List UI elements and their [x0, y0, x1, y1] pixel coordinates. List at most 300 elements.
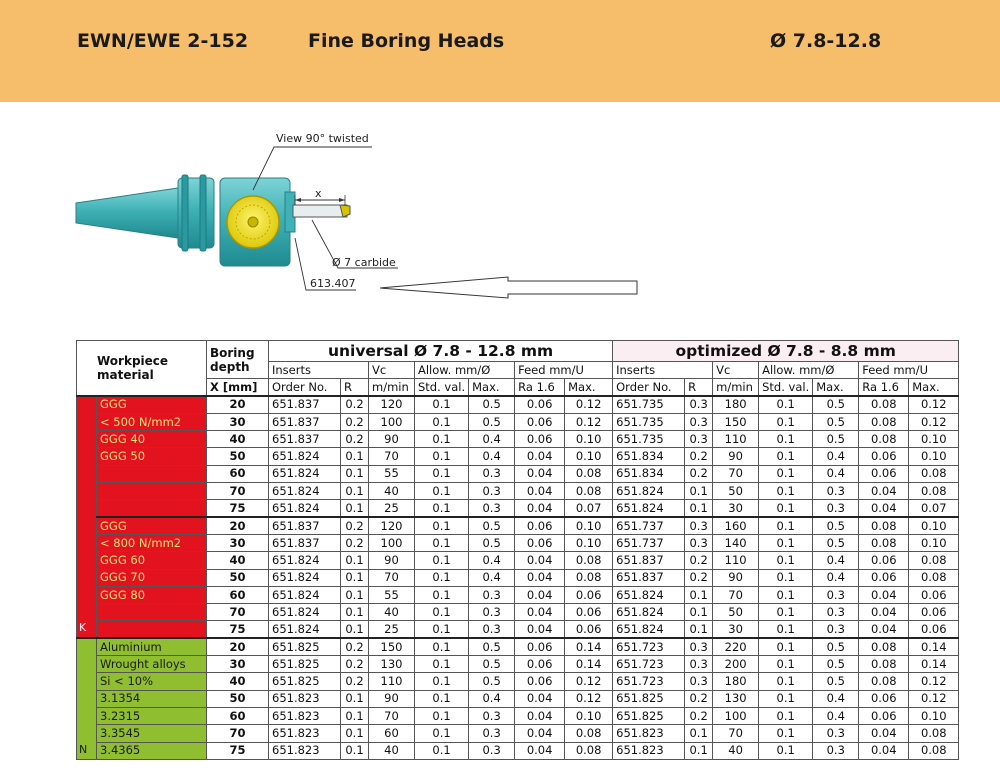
order-no-cell: 651.825 [613, 707, 685, 724]
value-cell: 0.08 [909, 742, 959, 759]
value-cell: 120 [369, 396, 415, 413]
value-cell: 70 [369, 569, 415, 586]
value-cell: 0.08 [909, 465, 959, 482]
value-cell: 0.1 [759, 448, 813, 465]
boring-depth-cell: 60 [207, 707, 269, 724]
value-cell: 0.06 [515, 638, 565, 655]
value-cell: 0.08 [565, 742, 613, 759]
part-number-label: 613.407 [310, 277, 356, 290]
value-cell: 0.5 [469, 656, 515, 673]
value-cell: 0.1 [341, 586, 369, 603]
boring-depth-cell: 50 [207, 690, 269, 707]
material-label: GGG 80 [97, 586, 207, 603]
product-code: EWN/EWE 2-152 [77, 30, 249, 52]
value-cell: 0.1 [415, 413, 469, 430]
universal-header: universal Ø 7.8 - 12.8 mm [269, 341, 613, 362]
value-cell: 0.1 [685, 725, 713, 742]
value-cell: 0.5 [469, 534, 515, 551]
table-row [77, 621, 959, 638]
value-cell: 0.04 [859, 604, 909, 621]
value-cell: 0.1 [759, 396, 813, 413]
value-cell: 90 [713, 448, 759, 465]
value-cell: 30 [713, 621, 759, 638]
value-cell: 60 [369, 725, 415, 742]
value-cell: 0.1 [759, 725, 813, 742]
value-cell: 0.1 [415, 483, 469, 500]
value-cell: 0.08 [909, 483, 959, 500]
vc-header: Vc [369, 362, 415, 379]
value-cell: 0.3 [469, 725, 515, 742]
material-label: Aluminium [97, 638, 207, 655]
value-cell: 40 [369, 483, 415, 500]
boring-depth-cell: 75 [207, 621, 269, 638]
value-cell: 0.4 [813, 465, 859, 482]
material-label [97, 483, 207, 500]
value-cell: 0.06 [859, 707, 909, 724]
boring-depth-cell: 75 [207, 742, 269, 759]
value-cell: 0.3 [469, 586, 515, 603]
order-no-cell: 651.824 [613, 586, 685, 603]
value-cell: 0.1 [415, 569, 469, 586]
table-row [77, 725, 959, 742]
table-row [77, 638, 959, 655]
value-cell: 0.1 [759, 569, 813, 586]
max-header-opt: Max. [813, 379, 859, 396]
material-label: 3.1354 [97, 690, 207, 707]
material-label: GGG 70 [97, 569, 207, 586]
value-cell: 0.3 [813, 621, 859, 638]
value-cell: 0.4 [813, 707, 859, 724]
material-group-code: N [77, 638, 97, 759]
material-label: 3.3545 [97, 725, 207, 742]
value-cell: 0.4 [813, 690, 859, 707]
inserts-header-opt: Inserts [613, 362, 713, 379]
allowance-header: Allow. mm/Ø [415, 362, 515, 379]
value-cell: 0.1 [415, 656, 469, 673]
value-cell: 0.5 [813, 534, 859, 551]
value-cell: 220 [713, 638, 759, 655]
order-no-cell: 651.825 [269, 638, 341, 655]
value-cell: 0.5 [813, 656, 859, 673]
table-row [77, 690, 959, 707]
value-cell: 0.1 [341, 621, 369, 638]
value-cell: 0.1 [415, 552, 469, 569]
value-cell: 0.1 [415, 586, 469, 603]
value-cell: 0.4 [469, 552, 515, 569]
value-cell: 100 [369, 534, 415, 551]
value-cell: 0.04 [859, 621, 909, 638]
value-cell: 0.1 [341, 483, 369, 500]
value-cell: 0.06 [515, 656, 565, 673]
value-cell: 100 [713, 707, 759, 724]
header-band [0, 0, 1000, 102]
value-cell: 0.3 [469, 621, 515, 638]
boring-head-drawing [60, 120, 660, 310]
value-cell: 0.06 [909, 586, 959, 603]
value-cell: 140 [713, 534, 759, 551]
table-row [77, 742, 959, 759]
boring-depth-cell: 20 [207, 396, 269, 413]
value-cell: 0.3 [685, 396, 713, 413]
value-cell: 0.5 [469, 413, 515, 430]
value-cell: 40 [369, 604, 415, 621]
value-cell: 0.1 [415, 534, 469, 551]
order-no-header-opt: Order No. [613, 379, 685, 396]
page-title: Fine Boring Heads [308, 30, 505, 52]
value-cell: 0.2 [685, 552, 713, 569]
value-cell: 0.06 [565, 621, 613, 638]
value-cell: 0.14 [909, 656, 959, 673]
value-cell: 70 [369, 448, 415, 465]
value-cell: 0.06 [859, 552, 909, 569]
value-cell: 150 [713, 413, 759, 430]
value-cell: 0.3 [469, 465, 515, 482]
value-cell: 0.10 [565, 707, 613, 724]
boring-depth-cell: 60 [207, 586, 269, 603]
value-cell: 0.4 [469, 431, 515, 448]
value-cell: 0.1 [415, 690, 469, 707]
value-cell: 0.04 [859, 586, 909, 603]
value-cell: 0.1 [685, 604, 713, 621]
value-cell: 0.3 [685, 656, 713, 673]
value-cell: 0.1 [759, 431, 813, 448]
boring-depth-cell: 20 [207, 517, 269, 534]
boring-depth-cell: 40 [207, 673, 269, 690]
order-no-cell: 651.823 [269, 690, 341, 707]
value-cell: 0.12 [565, 690, 613, 707]
order-no-cell: 651.825 [269, 673, 341, 690]
order-no-cell: 651.824 [613, 604, 685, 621]
boring-depth-cell: 60 [207, 465, 269, 482]
table-row [77, 413, 959, 430]
order-no-cell: 651.735 [613, 396, 685, 413]
workpiece-header: Workpiece material [77, 341, 207, 397]
value-cell: 90 [369, 552, 415, 569]
order-no-cell: 651.737 [613, 534, 685, 551]
value-cell: 0.06 [909, 621, 959, 638]
table-header-row-1 [77, 341, 959, 362]
table-row [77, 552, 959, 569]
value-cell: 0.5 [813, 413, 859, 430]
value-cell: 0.06 [909, 604, 959, 621]
value-cell: 0.10 [909, 448, 959, 465]
value-cell: 40 [369, 742, 415, 759]
value-cell: 0.3 [469, 604, 515, 621]
value-cell: 0.4 [813, 569, 859, 586]
value-cell: 50 [713, 604, 759, 621]
value-cell: 0.1 [759, 483, 813, 500]
view-label: View 90° twisted [276, 132, 369, 145]
inserts-header: Inserts [269, 362, 369, 379]
order-no-cell: 651.823 [613, 725, 685, 742]
order-no-cell: 651.824 [613, 621, 685, 638]
value-cell: 70 [713, 586, 759, 603]
order-no-cell: 651.824 [269, 552, 341, 569]
taper-shank [76, 188, 178, 238]
value-cell: 0.08 [859, 673, 909, 690]
value-cell: 0.1 [759, 690, 813, 707]
material-label: Si < 10% [97, 673, 207, 690]
value-cell: 0.1 [685, 586, 713, 603]
order-no-cell: 651.723 [613, 673, 685, 690]
value-cell: 0.12 [909, 396, 959, 413]
table-row [77, 483, 959, 500]
order-no-cell: 651.824 [269, 448, 341, 465]
value-cell: 0.06 [515, 396, 565, 413]
value-cell: 0.1 [759, 552, 813, 569]
value-cell: 0.4 [813, 552, 859, 569]
value-cell: 0.08 [565, 483, 613, 500]
value-cell: 0.12 [565, 396, 613, 413]
value-cell: 0.5 [469, 638, 515, 655]
r-header: R [341, 379, 369, 396]
value-cell: 0.04 [859, 500, 909, 517]
boring-depth-cell: 20 [207, 638, 269, 655]
value-cell: 0.4 [469, 448, 515, 465]
table-row [77, 448, 959, 465]
value-cell: 0.1 [759, 500, 813, 517]
value-cell: 0.1 [415, 673, 469, 690]
value-cell: 0.14 [909, 638, 959, 655]
order-no-cell: 651.824 [269, 500, 341, 517]
value-cell: 0.1 [759, 465, 813, 482]
value-cell: 90 [369, 690, 415, 707]
table-row [77, 569, 959, 586]
table-row [77, 673, 959, 690]
value-cell: 0.1 [759, 656, 813, 673]
material-label [97, 465, 207, 482]
value-cell: 90 [713, 569, 759, 586]
value-cell: 0.12 [909, 690, 959, 707]
value-cell: 0.1 [415, 517, 469, 534]
order-no-cell: 651.834 [613, 448, 685, 465]
value-cell: 110 [713, 552, 759, 569]
value-cell: 0.1 [341, 569, 369, 586]
material-label [97, 604, 207, 621]
value-cell: 0.06 [515, 673, 565, 690]
order-no-cell: 651.823 [269, 742, 341, 759]
value-cell: 0.1 [341, 725, 369, 742]
value-cell: 0.04 [515, 448, 565, 465]
value-cell: 0.1 [415, 500, 469, 517]
table-header-row-3 [77, 379, 959, 396]
table-row [77, 656, 959, 673]
table-row [77, 604, 959, 621]
value-cell: 0.07 [565, 500, 613, 517]
value-cell: 0.1 [341, 500, 369, 517]
order-no-cell: 651.824 [613, 483, 685, 500]
order-no-cell: 651.735 [613, 413, 685, 430]
order-no-cell: 651.824 [269, 586, 341, 603]
value-cell: 0.5 [469, 517, 515, 534]
boring-bar [293, 205, 347, 217]
value-cell: 0.1 [759, 673, 813, 690]
value-cell: 0.1 [341, 707, 369, 724]
material-label: < 500 N/mm2 [97, 413, 207, 430]
order-no-cell: 651.823 [269, 707, 341, 724]
dimension-x-label: x [315, 187, 322, 200]
value-cell: 0.1 [759, 742, 813, 759]
value-cell: 0.4 [813, 448, 859, 465]
value-cell: 0.2 [341, 413, 369, 430]
cutting-data-table [76, 340, 959, 760]
value-cell: 0.3 [813, 586, 859, 603]
order-no-header: Order No. [269, 379, 341, 396]
value-cell: 0.3 [813, 742, 859, 759]
value-cell: 0.08 [565, 552, 613, 569]
value-cell: 0.3 [469, 500, 515, 517]
value-cell: 0.08 [859, 517, 909, 534]
value-cell: 0.1 [759, 638, 813, 655]
value-cell: 70 [713, 725, 759, 742]
value-cell: 0.10 [909, 431, 959, 448]
value-cell: 0.1 [415, 638, 469, 655]
boring-x-header: X [mm] [207, 379, 269, 396]
material-label: 3.4365 [97, 742, 207, 759]
boring-depth-cell: 40 [207, 552, 269, 569]
value-cell: 0.06 [565, 586, 613, 603]
value-cell: 0.5 [813, 396, 859, 413]
value-cell: 0.1 [415, 604, 469, 621]
value-cell: 0.1 [685, 500, 713, 517]
boring-depth-cell: 30 [207, 413, 269, 430]
material-label: 3.2315 [97, 707, 207, 724]
table-row [77, 517, 959, 534]
value-cell: 0.3 [813, 483, 859, 500]
value-cell: 0.1 [341, 742, 369, 759]
value-cell: 0.1 [759, 534, 813, 551]
value-cell: 0.06 [515, 517, 565, 534]
arrow-left-icon [380, 277, 637, 298]
value-cell: 30 [713, 500, 759, 517]
value-cell: 0.1 [341, 448, 369, 465]
order-no-cell: 651.837 [613, 569, 685, 586]
value-cell: 0.08 [909, 569, 959, 586]
value-cell: 0.3 [685, 673, 713, 690]
table-row [77, 707, 959, 724]
value-cell: 0.3 [685, 517, 713, 534]
value-cell: 0.04 [515, 604, 565, 621]
value-cell: 0.06 [565, 604, 613, 621]
order-no-cell: 651.737 [613, 517, 685, 534]
value-cell: 150 [369, 638, 415, 655]
value-cell: 0.04 [515, 552, 565, 569]
value-cell: 0.2 [685, 690, 713, 707]
value-cell: 0.2 [341, 396, 369, 413]
value-cell: 0.3 [685, 638, 713, 655]
max-header: Max. [469, 379, 515, 396]
value-cell: 0.1 [415, 725, 469, 742]
value-cell: 0.12 [909, 673, 959, 690]
value-cell: 0.06 [859, 465, 909, 482]
value-cell: 0.08 [859, 396, 909, 413]
ra-header: Ra 1.6 [515, 379, 565, 396]
value-cell: 0.5 [813, 673, 859, 690]
boring-depth-cell: 50 [207, 569, 269, 586]
value-cell: 40 [713, 742, 759, 759]
order-no-cell: 651.824 [269, 621, 341, 638]
value-cell: 0.12 [565, 413, 613, 430]
material-label [97, 500, 207, 517]
value-cell: 55 [369, 465, 415, 482]
vc-header-opt: Vc [713, 362, 759, 379]
boring-depth-cell: 50 [207, 448, 269, 465]
value-cell: 0.06 [515, 534, 565, 551]
order-no-cell: 651.824 [269, 483, 341, 500]
value-cell: 0.1 [759, 604, 813, 621]
order-no-cell: 651.825 [269, 656, 341, 673]
value-cell: 0.2 [341, 656, 369, 673]
value-cell: 0.1 [341, 604, 369, 621]
value-cell: 0.2 [685, 465, 713, 482]
table-row [77, 586, 959, 603]
value-cell: 0.1 [759, 621, 813, 638]
value-cell: 70 [369, 707, 415, 724]
value-cell: 0.08 [909, 725, 959, 742]
value-cell: 0.04 [515, 569, 565, 586]
value-cell: 0.3 [813, 500, 859, 517]
material-group-code: K [77, 396, 97, 638]
value-cell: 0.12 [565, 673, 613, 690]
value-cell: 0.4 [469, 690, 515, 707]
value-cell: 0.04 [515, 690, 565, 707]
order-no-cell: 651.837 [269, 431, 341, 448]
m-min-header: m/min [369, 379, 415, 396]
m-min-header-opt: m/min [713, 379, 759, 396]
value-cell: 25 [369, 500, 415, 517]
value-cell: 0.04 [515, 586, 565, 603]
value-cell: 0.5 [813, 638, 859, 655]
value-cell: 0.1 [759, 586, 813, 603]
feed-max-header: Max. [565, 379, 613, 396]
table-row [77, 500, 959, 517]
value-cell: 0.5 [813, 517, 859, 534]
value-cell: 0.1 [415, 448, 469, 465]
order-no-cell: 651.823 [613, 742, 685, 759]
order-no-cell: 651.837 [269, 534, 341, 551]
boring-depth-cell: 30 [207, 656, 269, 673]
feed-header-opt: Feed mm/U [859, 362, 959, 379]
value-cell: 0.14 [565, 638, 613, 655]
order-no-cell: 651.824 [269, 465, 341, 482]
value-cell: 110 [713, 431, 759, 448]
material-label: GGG 40 [97, 431, 207, 448]
value-cell: 0.06 [515, 431, 565, 448]
value-cell: 0.08 [565, 465, 613, 482]
value-cell: 0.1 [759, 707, 813, 724]
allowance-header-opt: Allow. mm/Ø [759, 362, 859, 379]
material-label: GGG 60 [97, 552, 207, 569]
value-cell: 0.04 [515, 483, 565, 500]
value-cell: 0.2 [341, 673, 369, 690]
boring-depth-cell: 70 [207, 725, 269, 742]
value-cell: 0.5 [469, 673, 515, 690]
value-cell: 0.2 [341, 517, 369, 534]
std-val-header-opt: Std. val. [759, 379, 813, 396]
order-no-cell: 651.723 [613, 656, 685, 673]
carbide-label: Ø 7 carbide [332, 256, 396, 269]
cutting-data-table-wrap [76, 340, 959, 760]
value-cell: 50 [713, 483, 759, 500]
ra-header-opt: Ra 1.6 [859, 379, 909, 396]
value-cell: 130 [369, 656, 415, 673]
value-cell: 180 [713, 673, 759, 690]
value-cell: 0.08 [859, 656, 909, 673]
value-cell: 0.2 [341, 534, 369, 551]
value-cell: 0.1 [415, 742, 469, 759]
value-cell: 0.3 [469, 483, 515, 500]
table-row [77, 534, 959, 551]
